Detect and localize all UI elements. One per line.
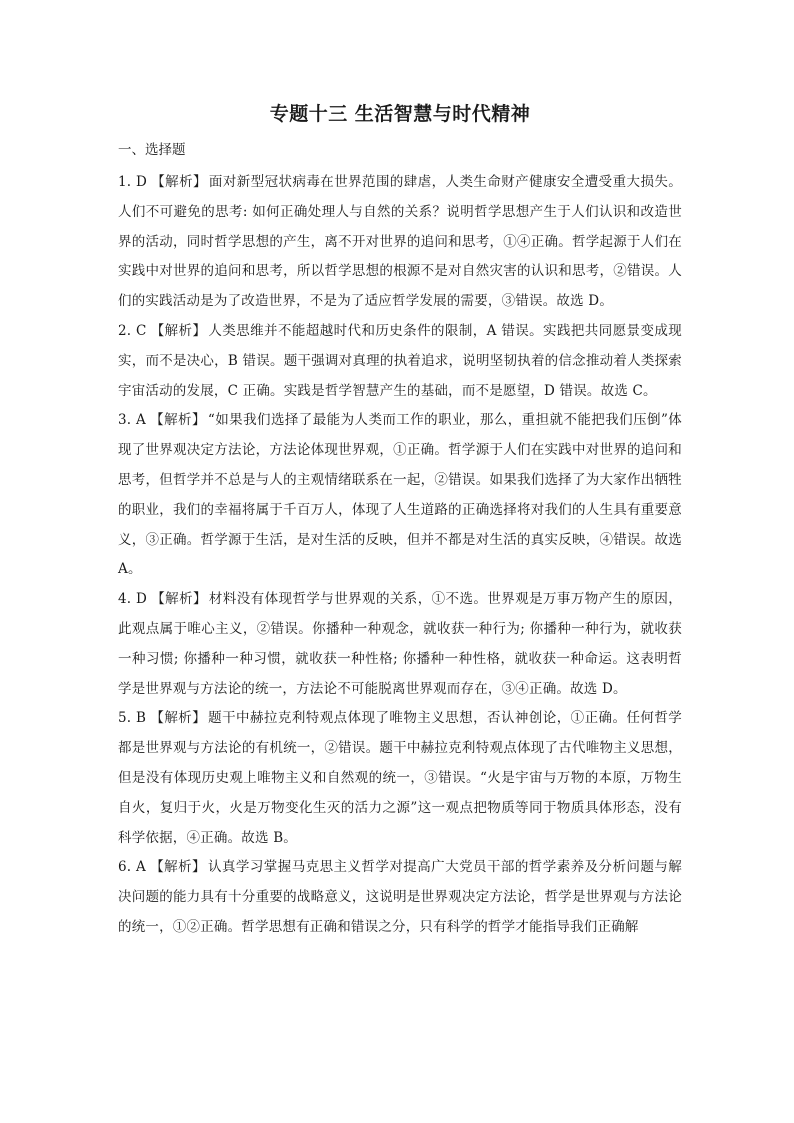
- answer-number: 3. A: [118, 412, 146, 429]
- answer-item-3: [118, 406, 682, 585]
- analysis-tag: 【解析】: [149, 412, 206, 429]
- analysis-tag: 【解析】: [150, 710, 207, 727]
- answer-text: 认真学习掌握马克思主义哲学对提高广大党员干部的哲学素养及分析问题与解决问题的能力具有十分重要的战略意义，这说明是世界观决定方法论，哲学是世界观与方法论的统一，①②正确。哲学思想有正确和错误之分，只有科学的哲学才能指导我们正确解: [118, 859, 682, 935]
- answer-item-2: [118, 317, 682, 406]
- answer-item-4: [118, 585, 682, 704]
- analysis-tag: 【解析】: [151, 591, 207, 608]
- document-page: [118, 100, 682, 943]
- answer-text: 人类思维并不能超越时代和历史条件的限制，A 错误。实践把共同愿景变成现实，而不是决心，B 错误。题干强调对真理的执着追求，说明坚韧执着的信念推动着人类探索宇宙活动的发展，C 正确。实践是哲学智慧产生的基础，而不是愿望，D 错误。故选 C。: [118, 322, 682, 399]
- answer-text: 面对新型冠状病毒在世界范围的肆虐，人类生命财产健康安全遭受重大损失。人们不可避免的思考: 如何正确处理人与自然的关系？说明哲学思想产生于人们认识和改造世界的活动，同时哲学思想的产生，离不开对世界的追问和思考，①④正确。哲学起源于人们在实践中对世界的追问和思考，所以哲学思想的根源不是对自然灾害的认识和思考，②错误。人们的实践活动是为了改造世界，不是为了适应哲学发展的需要，③错误。故选 D。: [118, 174, 682, 310]
- answer-text: 题干中赫拉克利特观点体现了唯物主义思想，否认神创论，①正确。任何哲学都是世界观与方法论的有机统一，②错误。题干中赫拉克利特观点体现了古代唯物主义思想，但是没有体现历史观上唯物主义和自然观的统一，③错误。“火是宇宙与万物的本原，万物生自火，复归于火，火是万物变化生灭的活力之源”这一观点把物质等同于物质具体形态，没有科学依据，④正确。故选 B。: [118, 710, 682, 846]
- answer-text: 材料没有体现哲学与世界观的关系，①不选。世界观是万事万物产生的原因，此观点属于唯心主义，②错误。你播种一种观念，就收获一种行为; 你播种一种行为，就收获一种习惯; 你播种一种习惯，就收获一种性格; 你播种一种性格，就收获一种命运。这表明哲学是世界观与方法论的统一，方法论不可能脱离世界观而存在，③④正确。故选 D。: [118, 591, 682, 697]
- answer-number: 1. D: [118, 174, 148, 190]
- answer-number: 4. D: [118, 591, 148, 608]
- answer-item-6: [118, 853, 682, 942]
- document-title: 专题十三 生活智慧与时代精神: [269, 103, 531, 125]
- answer-number: 6. A: [118, 859, 146, 876]
- answer-text: “如果我们选择了最能为人类而工作的职业，那么，重担就不能把我们压倒”体现了世界观决定方法论，方法论体现世界观，①正确。哲学源于人们在实践中对世界的追问和思考，但哲学并不总是与人的主观情绪联系在一起，②错误。如果我们选择了为大家作出牺牲的职业，我们的幸福将属于千百万人，体现了人生道路的正确选择将对我们的人生具有重要意义，③正确。哲学源于生活，是对生活的反映，但并不都是对生活的真实反映，④错误。故选 A。: [118, 412, 682, 578]
- analysis-tag: 【解析】: [150, 322, 207, 339]
- answer-number: 2. C: [118, 322, 147, 339]
- section-heading: 一、选择题: [118, 142, 186, 158]
- answer-item-5: [118, 704, 682, 853]
- answer-item-1: [118, 168, 682, 317]
- analysis-tag: 【解析】: [151, 174, 207, 190]
- answer-number: 5. B: [118, 710, 147, 727]
- analysis-tag: 【解析】: [149, 859, 207, 876]
